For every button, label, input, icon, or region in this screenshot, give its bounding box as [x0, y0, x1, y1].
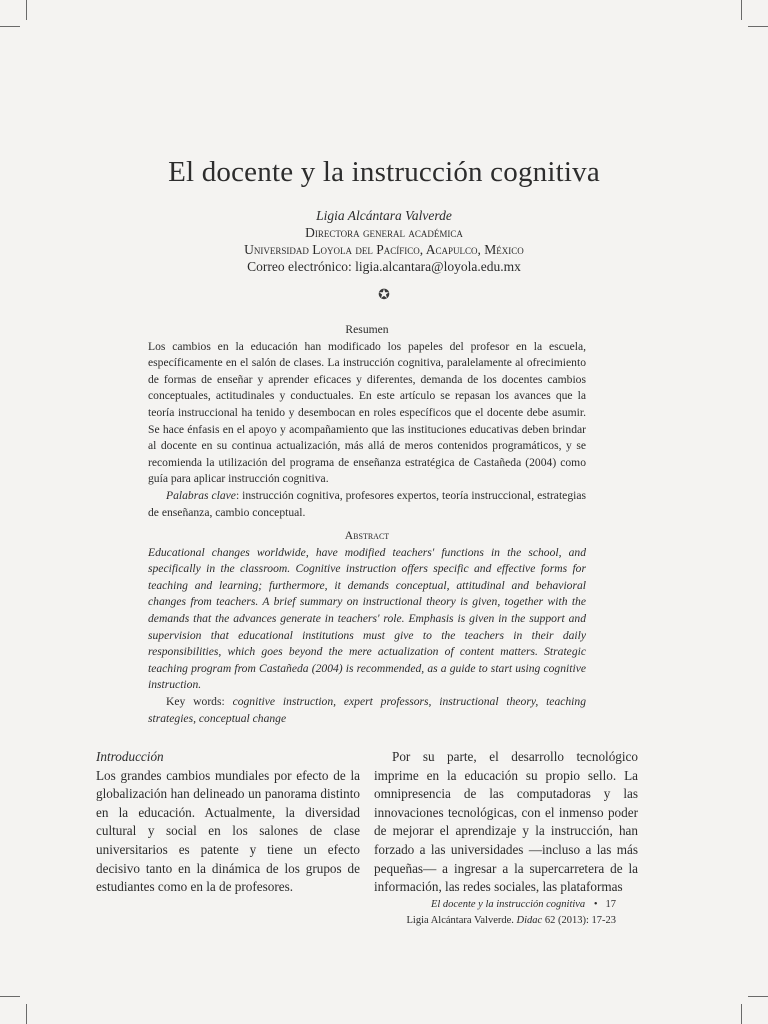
crop-mark-top-right-h — [748, 26, 768, 27]
page-footer — [407, 897, 616, 929]
abstract-heading: Abstract — [344, 529, 390, 542]
abstract-keywords — [148, 694, 586, 727]
author-position: Directora general académica — [305, 225, 463, 240]
resumen-keywords — [148, 488, 586, 521]
crop-mark-bottom-right-v — [741, 1004, 742, 1024]
crop-mark-bottom-right-h — [748, 996, 768, 997]
resumen-keywords-text: : instrucción cognitiva, profesores expertos, teoría instruccional, estrategias de enseñanza, cambio conceptual. — [148, 488, 586, 519]
crop-mark-top-left-h — [0, 26, 20, 27]
section-heading-introduccion: Introducción — [96, 749, 164, 764]
right-column — [374, 748, 638, 897]
footer-running-title: El docente y la instrucción cognitiva — [430, 899, 586, 910]
resumen-body: Los cambios en la educación han modificado los papeles del profesor en la escuela, específicamente en el salón de clases. La instrucción cognitiva, paralelamente al ofrecimiento de formas de enseñar y aprender eficaces y diferentes, demanda de los docentes cambios conceptuales, actitudinales y conductuales. En este artículo se repasan los avances que la teoría instruccional ha tenido y desembocan en roles específicos que el docente debe asumir. Se hace énfasis en el apoyo y acompañamiento que las instituciones educativas deben brindar al docente en su continua actualización, más allá de meros contenidos programáticos, y se recomienda la utilización del programa de enseñanza estratégica de Castañeda (2004) como guía para aplicar instrucción cognitiva. — [148, 339, 586, 486]
abstract-body: Educational changes worldwide, have modified teachers' functions in the school, and specifically in the classroom. Cognitive instruction offers specific and effective forms for teaching and learning; furthermore, it demands conceptual, attitudinal and behavioral changes from teachers. A brief summary on instructional theory is given, together with the demands that the advances generate in teachers' role. Emphasis is given in the support and supervision that educational institutions must give to the teachers in their daily responsibilities, which goes beyond the mere actualization of content matters. Strategic teaching program from Castañeda (2004) is recommended, as a guide to start using cognitive instruction. — [148, 545, 586, 692]
author-institution: Universidad Loyola del Pacífico, Acapulco, México — [244, 242, 524, 257]
footer-bullet: • — [593, 899, 598, 910]
crop-mark-top-left-v — [26, 0, 27, 20]
author-name: Ligia Alcántara Valverde — [316, 208, 452, 223]
page-number: 17 — [605, 899, 616, 910]
ornament-icon: ✪ — [378, 288, 390, 303]
left-column — [96, 748, 360, 897]
citation-journal: Didac — [516, 915, 543, 926]
citation-details: 62 (2013): 17-23 — [544, 915, 616, 926]
footer-citation — [407, 913, 616, 929]
crop-mark-top-right-v — [741, 0, 742, 20]
abstract-section — [148, 528, 586, 727]
abstract-keywords-text: cognitive instruction, expert professors, instructional theory, teaching strategies, conceptual change — [148, 694, 586, 725]
crop-mark-bottom-left-h — [0, 996, 20, 997]
crop-mark-bottom-left-v — [26, 1004, 27, 1024]
article-title: El docente y la instrucción cognitiva — [168, 156, 600, 188]
citation-author: Ligia Alcántara Valverde. — [406, 915, 514, 926]
resumen-keywords-label: Palabras clave — [166, 488, 236, 502]
left-column-text: Los grandes cambios mundiales por efecto de la globalización han delineado un panorama distinto en la educación. Actualmente, la diversidad cultural y social en los salones de clase universitarios es patente y tiene un efecto decisivo tanto en la dinámica de los grupos de estudiantes como en la de profesores. — [96, 767, 360, 895]
right-column-text: Por su parte, el desarrollo tecnológico imprime en la educación su propio sello. La omnipresencia de las computadoras y las innovaciones tecnológicas, con el inmenso poder de mejorar el aprendizaje y la instrucción, han forzado a las universidades —incluso a las más pequeñas— a ingresar a la supercarretera de la información, las redes sociales, las plataformas — [374, 749, 638, 895]
resumen-heading: Resumen — [345, 323, 389, 336]
abstract-keywords-label: Key words: — [166, 694, 225, 708]
resumen-section — [148, 322, 586, 521]
footer-running-line — [407, 897, 616, 913]
author-block — [0, 207, 768, 275]
author-email: Correo electrónico: ligia.alcantara@loyola.edu.mx — [247, 259, 521, 274]
